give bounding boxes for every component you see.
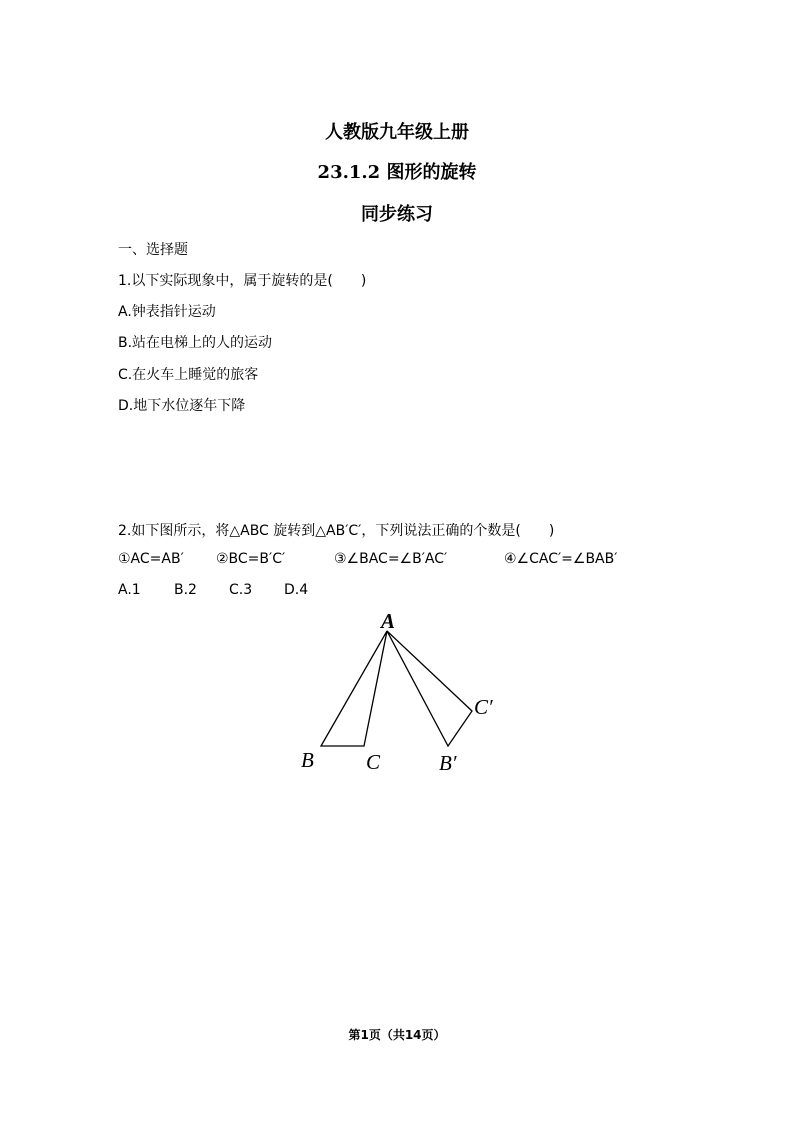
page-footer: 第1页（共14页） bbox=[348, 1028, 446, 1042]
vertex-c-label: C bbox=[366, 750, 381, 774]
doc-title-practice: 同步练习 bbox=[361, 204, 433, 225]
doc-title-section: 23.1.2 图形的旋转 bbox=[317, 162, 477, 183]
q2-statement-1: ①AC=AB′ bbox=[118, 551, 184, 567]
section-heading: 一、选择题 bbox=[118, 242, 188, 258]
q2-options bbox=[118, 582, 308, 598]
rotation-triangle-figure bbox=[290, 605, 510, 780]
triangle-abpcp bbox=[387, 631, 472, 746]
vertex-cprime-label: C′ bbox=[474, 695, 493, 719]
q2-statements bbox=[118, 551, 617, 567]
q2-option-b: B.2 bbox=[174, 582, 197, 598]
q2-statement-3: ③∠BAC=∠B′AC′ bbox=[334, 551, 448, 567]
vertex-bprime-label: B′ bbox=[439, 751, 457, 775]
triangle-abc bbox=[321, 631, 387, 746]
q2-option-c: C.3 bbox=[229, 582, 253, 598]
q2-option-d: D.4 bbox=[284, 582, 309, 598]
q1-option-c: C.在火车上睡觉的旅客 bbox=[118, 367, 259, 383]
vertex-b-label: B bbox=[301, 748, 314, 772]
q2-statement-4: ④∠CAC′=∠BAB′ bbox=[504, 551, 618, 567]
vertex-a-label: A bbox=[381, 609, 396, 633]
doc-title-grade: 人教版九年级上册 bbox=[325, 122, 469, 143]
q1-option-a: A.钟表指针运动 bbox=[118, 304, 216, 320]
q1-option-b: B.站在电梯上的人的运动 bbox=[118, 335, 273, 351]
q2-option-a: A.1 bbox=[118, 582, 141, 598]
q1-stem: 1.以下实际现象中，属于旋转的是( ) bbox=[118, 273, 367, 289]
q2-statement-2: ②BC=B′C′ bbox=[216, 551, 286, 567]
q2-stem: 2.如下图所示，将△ABC 旋转到△AB′C′，下列说法正确的个数是( ) bbox=[118, 523, 555, 539]
q1-option-d: D.地下水位逐年下降 bbox=[118, 398, 246, 414]
